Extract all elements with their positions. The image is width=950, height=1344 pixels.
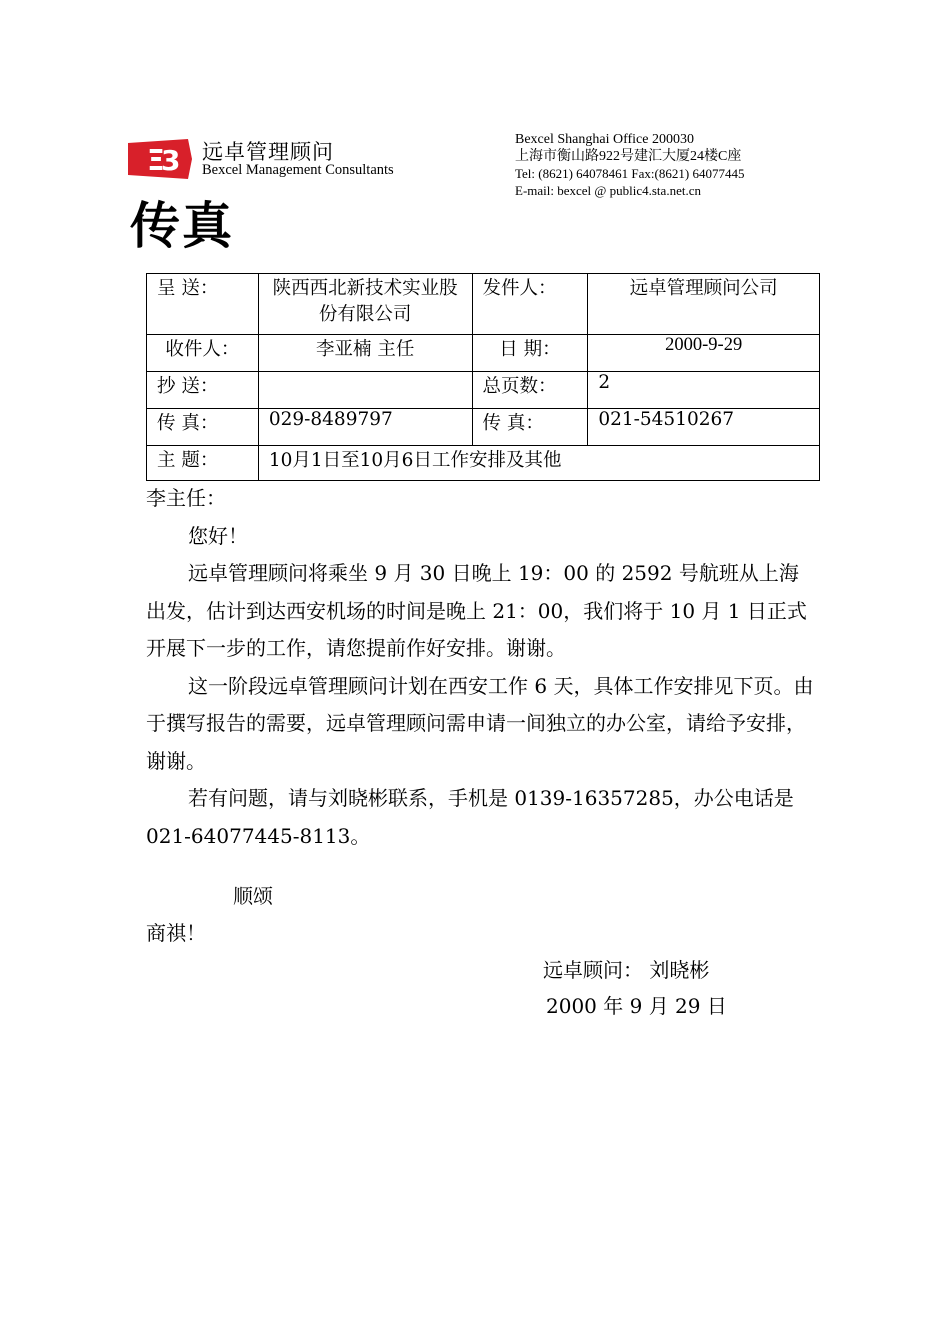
- paragraph: 远卓管理顾问将乘坐 9 月 30 日晚上 19：00 的 2592 号航班从上海出发，估计到达西安机场的时间是晚上 21：00，我们将于 10 月 1 日正式开展下一步的工作，请您提前作好安排。谢谢。: [146, 561, 807, 660]
- cc-value: [258, 372, 472, 409]
- date-label: 日 期：: [472, 335, 588, 372]
- closing-line: 顺颂: [233, 884, 273, 908]
- office-tel-fax: Tel: (8621) 64078461 Fax:(8621) 64077445: [515, 166, 745, 181]
- office-line: Bexcel Shanghai Office 200030: [515, 132, 694, 147]
- fax-from-label: 传 真：: [472, 409, 588, 446]
- table-row: [147, 335, 820, 372]
- pages-label: 总页数：: [472, 372, 588, 409]
- to-label: 呈 送：: [147, 274, 259, 335]
- from-value: 远卓管理顾问公司: [588, 274, 820, 335]
- office-address: 上海市衡山路922号建汇大厦24楼C座: [515, 149, 742, 164]
- greeting: 您好！: [188, 523, 248, 548]
- table-row: [147, 274, 820, 335]
- signature-date: 2000 年 9 月 29 日: [546, 994, 727, 1018]
- company-logo: [126, 134, 446, 184]
- closing-line: 商祺！: [146, 921, 206, 945]
- office-address-block: [515, 131, 744, 199]
- page-title: 传真: [130, 197, 234, 255]
- fax-header-table: [146, 273, 820, 481]
- to-value: 陕西西北新技术实业股份有限公司: [258, 274, 472, 335]
- fax-to-value: 029-8489797: [258, 409, 472, 446]
- salutation: 李主任：: [146, 486, 226, 510]
- logo-english-name: Bexcel Management Consultants: [202, 162, 394, 178]
- paragraph: 若有问题，请与刘晓彬联系，手机是 0139-16357285，办公电话是 021-64077445-8113。: [146, 786, 794, 848]
- subject-value: 10月1日至10月6日工作安排及其他: [258, 446, 819, 481]
- signature: 远卓顾问： 刘晓彬: [543, 958, 710, 982]
- logo-chinese-name: 远卓管理顾问: [202, 140, 334, 164]
- table-row: [147, 446, 820, 481]
- pages-value: 2: [588, 372, 820, 409]
- fax-to-label: 传 真：: [147, 409, 259, 446]
- table-row: [147, 372, 820, 409]
- table-row: [147, 409, 820, 446]
- svg-text:Ξ: Ξ: [147, 144, 165, 177]
- paragraph: 这一阶段远卓管理顾问计划在西安工作 6 天，具体工作安排见下页。由于撰写报告的需要，远卓管理顾问需申请一间独立的办公室，请给予安排，谢谢。: [146, 673, 814, 773]
- from-label: 发件人：: [472, 274, 588, 335]
- subject-label: 主 题：: [147, 446, 259, 481]
- office-email: E-mail: bexcel @ public4.sta.net.cn: [515, 183, 701, 198]
- bexcel-logo-icon: [126, 137, 194, 181]
- recipient-label: 收件人：: [147, 335, 259, 372]
- recipient-value: 李亚楠 主任: [258, 335, 472, 372]
- letter-body: [146, 480, 814, 855]
- svg-text:3: 3: [161, 144, 181, 177]
- date-value: 2000-9-29: [588, 335, 820, 372]
- fax-from-value: 021-54510267: [588, 409, 820, 446]
- cc-label: 抄 送：: [147, 372, 259, 409]
